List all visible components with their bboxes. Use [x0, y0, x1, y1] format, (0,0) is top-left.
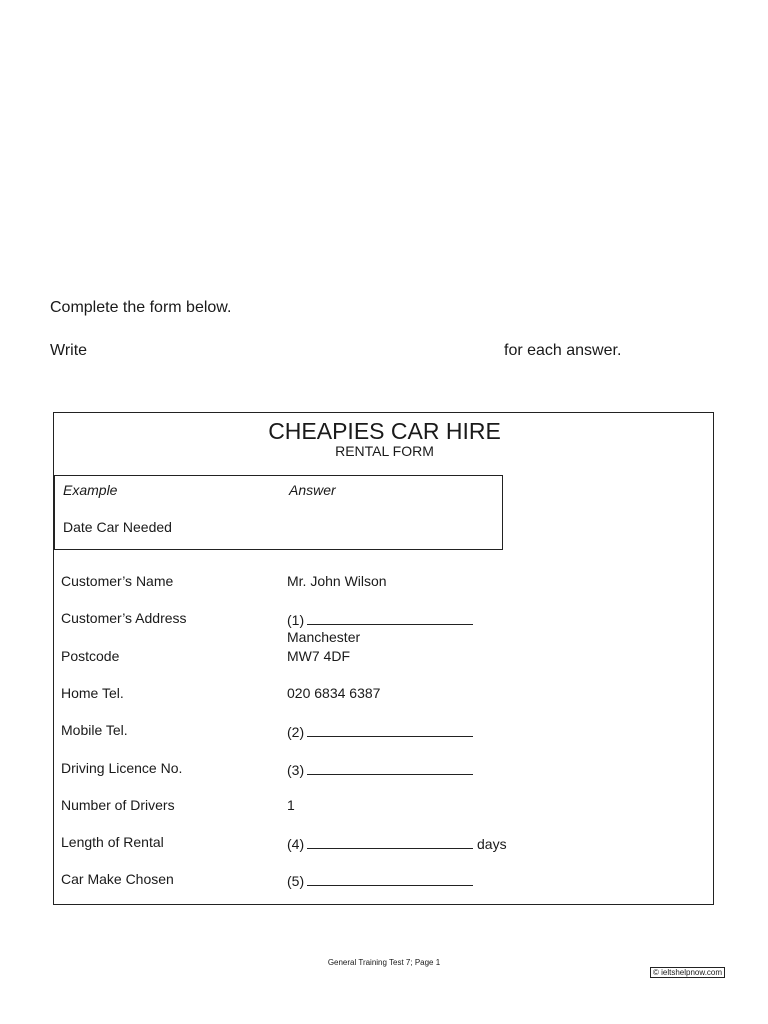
- car-make-label: Car Make Chosen: [61, 871, 174, 887]
- question-number-1: (1): [287, 612, 305, 628]
- customer-name-value: Mr. John Wilson: [287, 573, 387, 589]
- question-number-5: (5): [287, 873, 305, 889]
- form-subtitle: RENTAL FORM: [335, 443, 434, 459]
- instruction-each-answer: for each answer.: [504, 342, 622, 359]
- example-row-label: Date Car Needed: [63, 519, 172, 535]
- home-tel-value: 020 6834 6387: [287, 685, 381, 701]
- mobile-tel-answer[interactable]: [287, 722, 473, 740]
- question-number-2: (2): [287, 724, 305, 740]
- length-of-rental-answer[interactable]: [287, 834, 507, 852]
- answer-blank-1[interactable]: [307, 610, 473, 625]
- customer-address-answer[interactable]: [287, 610, 473, 628]
- page-footer: General Training Test 7; Page 1: [327, 958, 441, 967]
- instruction-complete-form: Complete the form below.: [50, 299, 232, 316]
- answer-blank-5[interactable]: [307, 871, 473, 886]
- driving-licence-answer[interactable]: [287, 760, 473, 778]
- answer-blank-2[interactable]: [307, 722, 473, 737]
- customer-address-label: Customer’s Address: [61, 610, 187, 626]
- postcode-label: Postcode: [61, 648, 120, 664]
- postcode-value: MW7 4DF: [287, 648, 350, 664]
- length-of-rental-label: Length of Rental: [61, 834, 164, 850]
- copyright-badge: © ieltshelpnow.com: [650, 967, 725, 978]
- customer-address-city: Manchester: [287, 629, 361, 645]
- answer-header: Answer: [289, 482, 336, 498]
- answer-blank-4[interactable]: [307, 834, 473, 849]
- question-number-3: (3): [287, 762, 305, 778]
- form-title: CHEAPIES CAR HIRE: [268, 418, 501, 444]
- mobile-tel-label: Mobile Tel.: [61, 722, 128, 738]
- customer-name-label: Customer’s Name: [61, 573, 174, 589]
- number-of-drivers-label: Number of Drivers: [61, 797, 175, 813]
- driving-licence-label: Driving Licence No.: [61, 760, 183, 776]
- instruction-write: Write: [50, 342, 88, 359]
- example-header: Example: [63, 482, 118, 498]
- example-box: [54, 475, 503, 550]
- rental-form: [53, 412, 714, 905]
- car-make-answer[interactable]: [287, 871, 473, 889]
- number-of-drivers-value: 1: [287, 797, 295, 813]
- home-tel-label: Home Tel.: [61, 685, 124, 701]
- days-suffix: days: [477, 836, 507, 852]
- question-number-4: (4): [287, 836, 305, 852]
- answer-blank-3[interactable]: [307, 760, 473, 775]
